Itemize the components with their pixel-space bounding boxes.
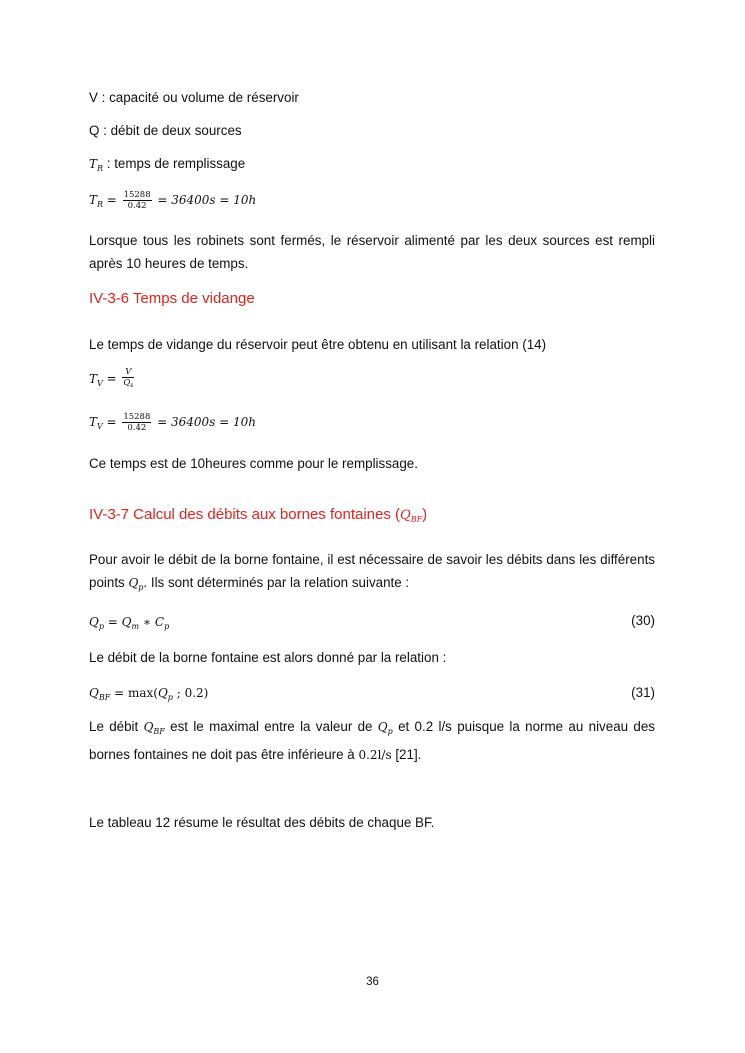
definition-tr — [89, 156, 245, 173]
definition-v: V : capacité ou volume de réservoir — [89, 90, 299, 105]
drain-equation: $T_V$ = $\frac{15288}{0.42}$ = 36400s = 10h — [89, 412, 256, 433]
flow-paragraph-4: Le tableau 12 résume le résultat des débits de chaque BF. — [89, 815, 435, 830]
drain-intro: Le temps de vidange du réservoir peut être obtenu en utilisant la relation (14) — [89, 337, 547, 352]
flow-paragraph-1: Pour avoir le débit de la borne fontaine, il est nécessaire de savoir les débits dans les différents points $Q_p$. Ils sont déterminés par la relation suivante : — [89, 552, 655, 592]
heading-drain-time: IV-3-6 Temps de vidange — [89, 290, 255, 307]
page-number: 36 — [366, 976, 379, 988]
equation-31: $Q_{BF} = \max(Q_p$ ; 0.2) — [89, 686, 209, 702]
heading-flow-calc: IV-3-7 Calcul des débits aux bornes fontaines $(Q_{BF})$ — [89, 506, 428, 524]
drain-formula: $T_V$ = $\frac{V}{Q_s}$ — [89, 367, 134, 389]
fill-fraction: $\frac{15288}{0.42}$ — [123, 190, 151, 211]
fill-paragraph: Lorsque tous les robinets sont fermés, le réservoir alimenté par les deux sources est rempli après 10 heures de temps. — [89, 233, 655, 271]
tr-text: : temps de remplissage — [103, 156, 246, 171]
equation-30-number: (30) — [631, 613, 655, 628]
drain-fraction: $\frac{15288}{0.42}$ — [123, 412, 151, 433]
tr-symbol: $T_R$ — [89, 157, 104, 173]
fill-equation: $T_R$ = $\frac{15288}{0.42}$ = 36400s = 10h — [89, 190, 257, 211]
flow-paragraph-2: Le débit de la borne fontaine est alors donné par la relation : — [89, 650, 447, 665]
definition-q: Q : débit de deux sources — [89, 123, 242, 138]
drain-formula-fraction: $\frac{V}{Q_s}$ — [123, 367, 134, 389]
equation-31-number: (31) — [631, 685, 655, 700]
equation-30: $Q_p = Q_m$ ∗ $C_p$ — [89, 615, 170, 631]
flow-paragraph-3: Le débit $Q_{BF}$ est le maximal entre la valeur de $Q_p$ et 0.2 l/s puisque la norme au niveau des bornes fontaines ne doit pas être inférieure à 0.2l/s [21]. — [89, 719, 655, 762]
drain-conclusion: Ce temps est de 10heures comme pour le remplissage. — [89, 456, 418, 471]
